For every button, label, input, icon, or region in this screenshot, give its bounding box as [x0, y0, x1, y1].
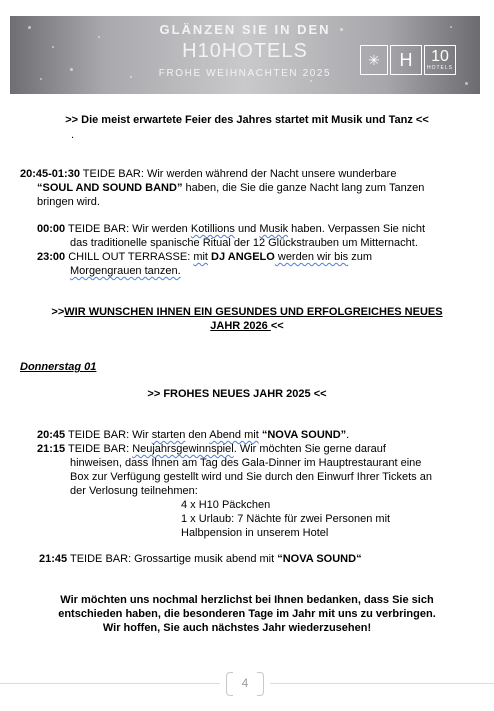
event-3-dj: DJ ANGELO — [207, 251, 275, 263]
event-3-line-2: Morgengrauen tanzen. — [70, 265, 181, 277]
event-5-line-1: 21:15 TEIDE BAR: Neujahrsgewinnspiel. Wir möchten Sie gerne darauf — [37, 443, 386, 455]
event-6-line-1: 21:45 TEIDE BAR: Grossartige musik abend mit “NOVA SOUND“ — [39, 553, 362, 565]
banner-brand: H10HOTELS — [182, 40, 308, 62]
header-banner — [10, 16, 480, 94]
event-4-time: 20:45 — [37, 429, 66, 441]
headline-main: >> Die meist erwartete Feier des Jahres startet mit Musik und Tanz << — [65, 114, 429, 126]
prize-2-continued: Halbpension in unserem Hotel — [181, 527, 329, 539]
event-1-line-2: “SOUL AND SOUND BAND” haben, die Sie die ganze Nacht lang zum Tanzen — [37, 182, 425, 194]
event-1-line-3: bringen wird. — [37, 196, 100, 208]
footer-rule-left — [0, 683, 220, 684]
event-1-time: 20:45-01:30 — [20, 168, 80, 180]
wish-line-2: JAHR 2026 << — [210, 320, 284, 332]
logo-10: 10 HOTELS — [424, 45, 456, 75]
event-6-time: 21:45 — [39, 553, 68, 565]
event-2-time: 00:00 — [37, 223, 66, 235]
prize-1: 4 x H10 Päckchen — [181, 499, 271, 511]
event-2-line-1: 00:00 TEIDE BAR: Wir werden Kotillions und Musik haben. Verpassen Sie nicht — [37, 223, 426, 235]
page-number: 4 — [226, 672, 264, 694]
event-4-line-1: 20:45 TEIDE BAR: Wir starten den Abend mit “NOVA SOUND”. — [37, 429, 350, 441]
prize-2: 1 x Urlaub: 7 Nächte für zwei Personen mit — [181, 513, 391, 525]
banner-subtitle: FROHE WEIHNACHTEN 2025 — [158, 68, 332, 79]
event-3-line-1: 23:00 CHILL OUT TERRASSE: mit DJ ANGELO werden wir bis zum — [37, 251, 373, 263]
footer-rule-right — [270, 683, 494, 684]
event-6-band: “NOVA SOUND“ — [277, 553, 362, 565]
closing-line-3: Wir hoffen, Sie auch nächstes Jahr wiederzusehen! — [102, 622, 372, 634]
event-5-line-2: hinweisen, dass Ihnen am Tag des Gala-Dinner im Hauptrestaurant eine — [70, 457, 422, 469]
event-5-line-3: Box zur Verfügung gestellt wird und Sie durch den Einwurf Ihrer Tickets an — [70, 471, 432, 483]
day-heading: Donnerstag 01 — [20, 361, 97, 373]
wish-line-1: >>WIR WUNSCHEN IHNEN EIN GESUNDES UND ERFOLGREICHES NEUES — [51, 306, 443, 318]
banner-headline: GLÄNZEN SIE IN DEN — [159, 22, 331, 37]
closing-line-1: Wir möchten uns nochmal herzlichst bei Ihnen bedanken, dass Sie sich — [60, 594, 434, 606]
event-2-line-2: das traditionelle spanische Ritual der 12 Glückstrauben um Mitternacht. — [70, 237, 418, 249]
closing-line-2: entschieden haben, die besonderen Tage im Jahr mit uns zu verbringen. — [58, 608, 436, 620]
dot: . — [71, 129, 75, 141]
headline-new-year: >> FROHES NEUES JAHR 2025 << — [147, 388, 327, 400]
event-3-time: 23:00 — [37, 251, 66, 263]
event-4-band: “NOVA SOUND” — [258, 429, 347, 441]
event-5-time: 21:15 — [37, 443, 66, 455]
event-1-band: “SOUL AND SOUND BAND” — [37, 182, 183, 194]
h10-logo — [348, 42, 468, 78]
star-icon: ✳ — [360, 45, 388, 75]
event-1-line-1: 20:45-01:30 TEIDE BAR: Wir werden während der Nacht unsere wunderbare — [20, 168, 397, 180]
logo-h: H — [390, 45, 422, 75]
event-5-line-4: der Verlosung teilnehmen: — [70, 485, 198, 497]
